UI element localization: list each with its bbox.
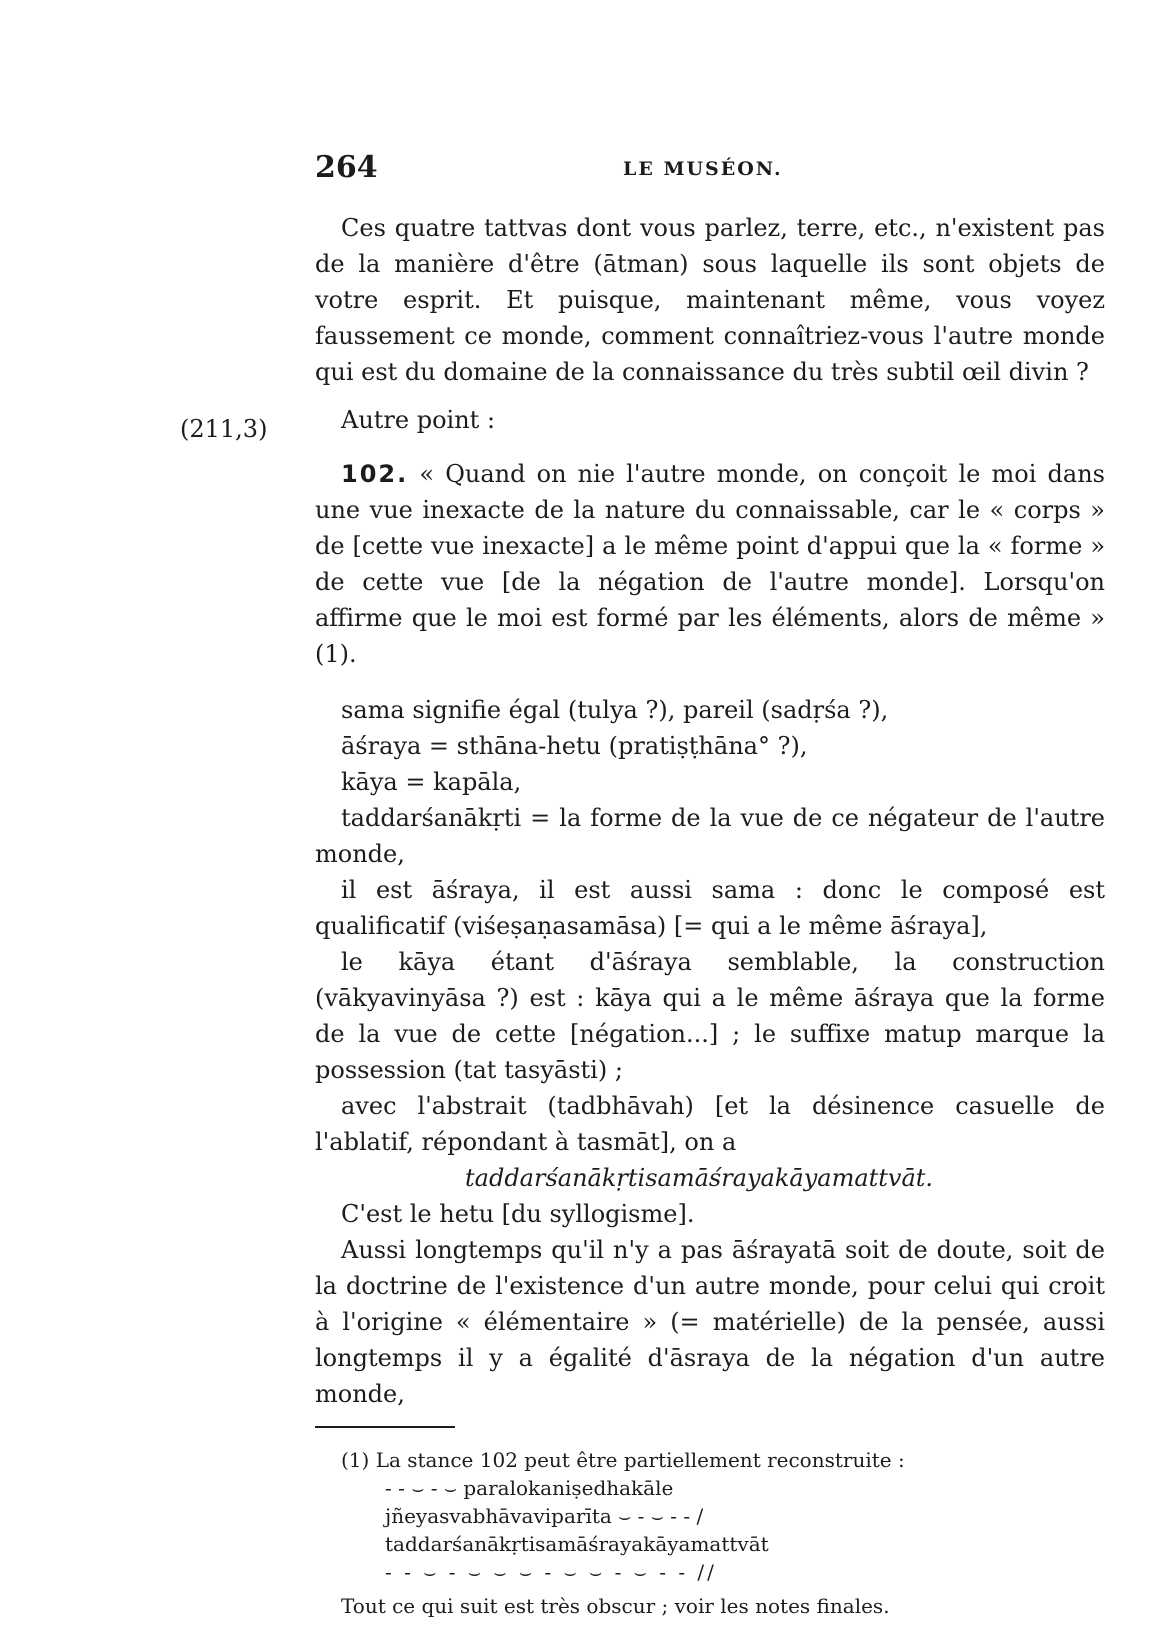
commentary-line: avec l'abstrait (tadbhāvah) [et la désinence casuelle de l'ablatif, répondant à tasmāt], on a xyxy=(315,1092,1105,1156)
running-title: LE MUSÉON. xyxy=(623,158,783,180)
gloss-line: taddarśanākṛti = la forme de la vue de ce négateur de l'autre monde, xyxy=(315,804,1105,868)
footnotes xyxy=(315,1446,1105,1620)
compound-word: taddarśanākṛtisamāśrayakāyamattvāt. xyxy=(465,1164,934,1192)
footnote-meter-line: - - ⌣ - ⌣ ⌣ ⌣ - ⌣ ⌣ - ⌣ - - // xyxy=(385,1560,717,1584)
page-header xyxy=(315,150,1105,190)
footnote-intro: (1) La stance 102 peut être partiellement reconstruite : xyxy=(341,1448,905,1472)
gloss-line: sama signifie égal (tulya ?), pareil (sadṛśa ?), xyxy=(341,696,889,724)
point-heading: Autre point : xyxy=(341,406,496,434)
stanza-number: 102. xyxy=(341,460,409,488)
gloss-line: āśraya = sthāna-hetu (pratiṣṭhāna° ?), xyxy=(341,732,808,760)
stanza-paragraph xyxy=(315,456,1105,672)
gloss-line: kāya = kapāla, xyxy=(341,768,522,796)
margin-reference: (211,3) xyxy=(180,415,268,443)
footnote-final: Tout ce qui suit est très obscur ; voir les notes finales. xyxy=(341,1594,890,1618)
paragraph-intro: Ces quatre tattvas dont vous parlez, terre, etc., n'existent pas de la manière d'être (ātman) sous laquelle ils sont objets de votre esprit. Et puisque, maintenant même, vous voyez faussement ce monde, comment connaîtriez-vous l'autre monde qui est du domaine de la connaissance du très subtil œil divin ? xyxy=(315,214,1105,386)
footnote-divider xyxy=(315,1426,455,1428)
gloss-list xyxy=(315,692,1105,872)
footnote-verse-line: taddarśanākṛtisamāśrayakāyamattvāt xyxy=(385,1532,769,1556)
footnote-verse-line: jñeyasvabhāvaviparīta ⌣ - ⌣ - - / xyxy=(385,1504,704,1528)
body-text xyxy=(315,210,1105,1620)
commentary-line: il est āśraya, il est aussi sama : donc le composé est qualificatif (viśeṣaṇasamāsa) [= qui a le même āśraya], xyxy=(315,876,1105,940)
commentary-line: C'est le hetu [du syllogisme]. xyxy=(341,1200,695,1228)
commentary-line: Aussi longtemps qu'il n'y a pas āśrayatā soit de doute, soit de la doctrine de l'existence d'un autre monde, pour celui qui croit à l'origine « élémentaire » (= matérielle) de la pensée, aussi longtemps il y a égalité d'āsraya de la négation d'un autre monde, xyxy=(315,1236,1105,1408)
page-number: 264 xyxy=(315,150,378,185)
stanza-text: « Quand on nie l'autre monde, on conçoit le moi dans une vue inexacte de la nature du connaissable, car le « corps » de [cette vue inexacte] a le même point d'appui que la « forme » de cette vue [de la négation de l'autre monde]. Lorsqu'on affirme que le moi est formé par les éléments, alors de même » (1). xyxy=(315,460,1105,668)
commentary-line: le kāya étant d'āśraya semblable, la construction (vākyavinyāsa ?) est : kāya qui a le même āśraya que la forme de la vue de cette [négation...] ; le suffixe matup marque la possession (tat tasyāsti) ; xyxy=(315,948,1105,1084)
footnote-verse-line: - - ⌣ - ⌣ paralokaniṣedhakāle xyxy=(385,1476,674,1500)
